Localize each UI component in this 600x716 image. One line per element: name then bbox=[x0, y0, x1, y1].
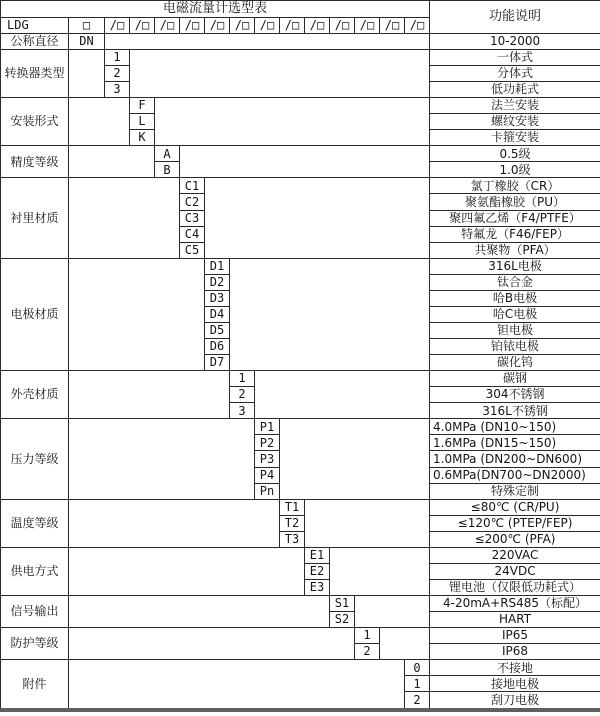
function-desc-cell: 聚四氟乙烯（F4/PTFE） bbox=[430, 210, 600, 226]
function-desc-cell: 316L电极 bbox=[430, 258, 600, 274]
category-label: 转换器类型 bbox=[1, 49, 69, 97]
code-cell: F bbox=[130, 98, 155, 114]
category-label: 信号输出 bbox=[1, 596, 69, 628]
function-desc-cell: 0.6MPa(DN700~DN2000) bbox=[430, 467, 600, 483]
code-cell: C2 bbox=[180, 194, 205, 210]
function-desc-cell: 共聚物（PFA） bbox=[430, 242, 600, 258]
code-cell: C5 bbox=[180, 242, 205, 258]
empty-region bbox=[180, 146, 430, 178]
category-label: 外壳材质 bbox=[1, 371, 69, 419]
model-code-prefix: LDG bbox=[1, 17, 69, 33]
code-cell: D3 bbox=[205, 290, 230, 306]
code-cell: 2 bbox=[105, 65, 130, 81]
model-slot-box: /□ bbox=[155, 17, 180, 33]
empty-region bbox=[105, 33, 430, 49]
empty-region bbox=[69, 49, 105, 97]
empty-region bbox=[255, 371, 430, 419]
model-slot-box: /□ bbox=[330, 17, 355, 33]
code-cell: T3 bbox=[280, 531, 305, 547]
function-desc-cell: 10-2000 bbox=[430, 33, 600, 49]
empty-region bbox=[69, 419, 255, 499]
model-slot-box: /□ bbox=[230, 17, 255, 33]
code-cell: C4 bbox=[180, 226, 205, 242]
function-desc-cell: 氯丁橡胶（CR） bbox=[430, 178, 600, 194]
category-label: 防护等级 bbox=[1, 628, 69, 660]
code-cell: C3 bbox=[180, 210, 205, 226]
function-desc-cell: 4-20mA+RS485（标配） bbox=[430, 596, 600, 612]
category-label: 精度等级 bbox=[1, 146, 69, 178]
function-desc-cell: IP68 bbox=[430, 644, 600, 660]
empty-region bbox=[330, 547, 430, 595]
empty-region bbox=[205, 178, 430, 258]
model-slot-box: /□ bbox=[380, 17, 405, 33]
code-cell: 1 bbox=[355, 628, 380, 644]
code-cell: 1 bbox=[230, 371, 255, 387]
empty-region bbox=[130, 49, 430, 97]
empty-region bbox=[69, 547, 305, 595]
function-desc-cell: 1.0级 bbox=[430, 162, 600, 178]
function-desc-cell: 1.0MPa (DN200~DN600) bbox=[430, 451, 600, 467]
empty-region bbox=[69, 660, 405, 710]
category-label: 衬里材质 bbox=[1, 178, 69, 258]
code-cell: E1 bbox=[305, 547, 330, 563]
function-desc-cell: IP65 bbox=[430, 628, 600, 644]
code-cell: Pn bbox=[255, 483, 280, 499]
function-desc-cell: ≤200℃ (PFA) bbox=[430, 531, 600, 547]
function-desc-cell: 特殊定制 bbox=[430, 483, 600, 499]
code-cell: 2 bbox=[405, 692, 430, 710]
code-cell: C1 bbox=[180, 178, 205, 194]
function-desc-cell: ≤80℃ (CR/PU) bbox=[430, 499, 600, 515]
category-label: 供电方式 bbox=[1, 547, 69, 595]
function-desc-cell: 锂电池（仅限低功耗式） bbox=[430, 579, 600, 595]
empty-region bbox=[69, 178, 180, 258]
code-cell: 1 bbox=[405, 676, 430, 692]
empty-region bbox=[155, 98, 430, 146]
empty-region bbox=[230, 258, 430, 370]
code-cell: 2 bbox=[230, 387, 255, 403]
empty-region bbox=[380, 628, 430, 660]
code-cell: A bbox=[155, 146, 180, 162]
empty-region bbox=[305, 499, 430, 547]
model-slot-box: /□ bbox=[130, 17, 155, 33]
code-cell: 0 bbox=[405, 660, 430, 676]
function-desc-cell: 铂铱电极 bbox=[430, 339, 600, 355]
model-slot-box: /□ bbox=[305, 17, 330, 33]
function-desc-cell: 聚氨酯橡胶（PU） bbox=[430, 194, 600, 210]
function-desc-cell: 0.5级 bbox=[430, 146, 600, 162]
function-desc-cell: 不接地 bbox=[430, 660, 600, 676]
model-slot-box: /□ bbox=[280, 17, 305, 33]
function-desc-cell: 哈B电极 bbox=[430, 290, 600, 306]
code-cell: S1 bbox=[330, 596, 355, 612]
model-slot-box: /□ bbox=[105, 17, 130, 33]
code-cell: E2 bbox=[305, 563, 330, 579]
empty-region bbox=[69, 98, 130, 146]
table-title: 电磁流量计选型表 bbox=[1, 1, 430, 18]
function-desc-cell: 接地电极 bbox=[430, 676, 600, 692]
function-desc-cell: 钽电极 bbox=[430, 322, 600, 338]
empty-region bbox=[69, 258, 205, 370]
function-desc-cell: 316L不锈钢 bbox=[430, 403, 600, 419]
empty-region bbox=[69, 499, 280, 547]
code-cell: D2 bbox=[205, 274, 230, 290]
function-desc-cell: 刮刀电极 bbox=[430, 692, 600, 710]
model-first-box: □ bbox=[69, 17, 105, 33]
category-label: 附件 bbox=[1, 660, 69, 710]
function-desc-cell: 220VAC bbox=[430, 547, 600, 563]
code-cell: 2 bbox=[355, 644, 380, 660]
code-cell: 1 bbox=[105, 49, 130, 65]
category-label: 温度等级 bbox=[1, 499, 69, 547]
function-desc-cell: 4.0MPa (DN10~150) bbox=[430, 419, 600, 435]
category-label: 电极材质 bbox=[1, 258, 69, 370]
code-cell: P4 bbox=[255, 467, 280, 483]
code-cell: D6 bbox=[205, 339, 230, 355]
code-cell: 3 bbox=[105, 82, 130, 98]
function-desc-cell: 分体式 bbox=[430, 65, 600, 81]
function-desc-cell: 304不锈钢 bbox=[430, 387, 600, 403]
code-cell: P3 bbox=[255, 451, 280, 467]
code-cell: P2 bbox=[255, 435, 280, 451]
code-cell: 3 bbox=[230, 403, 255, 419]
code-cell: S2 bbox=[330, 612, 355, 628]
code-cell: T2 bbox=[280, 515, 305, 531]
function-desc-cell: 特氟龙（F46/FEP） bbox=[430, 226, 600, 242]
model-slot-box: /□ bbox=[205, 17, 230, 33]
function-desc-cell: 哈C电极 bbox=[430, 306, 600, 322]
empty-region bbox=[355, 596, 430, 628]
code-cell: D5 bbox=[205, 322, 230, 338]
function-desc-cell: 螺纹安装 bbox=[430, 114, 600, 130]
empty-region bbox=[280, 419, 430, 499]
function-desc-cell: 1.6MPa (DN15~150) bbox=[430, 435, 600, 451]
empty-region bbox=[69, 146, 155, 178]
function-desc-cell: 24VDC bbox=[430, 563, 600, 579]
model-slot-box: /□ bbox=[255, 17, 280, 33]
code-cell: DN bbox=[69, 33, 105, 49]
code-cell: B bbox=[155, 162, 180, 178]
function-desc-cell: 低功耗式 bbox=[430, 82, 600, 98]
code-cell: K bbox=[130, 130, 155, 146]
empty-region bbox=[69, 596, 330, 628]
function-desc-cell: 碳钢 bbox=[430, 371, 600, 387]
function-desc-cell: 钛合金 bbox=[430, 274, 600, 290]
function-desc-cell: HART bbox=[430, 612, 600, 628]
code-cell: P1 bbox=[255, 419, 280, 435]
function-desc-cell: 一体式 bbox=[430, 49, 600, 65]
code-cell: L bbox=[130, 114, 155, 130]
model-slot-box: /□ bbox=[355, 17, 380, 33]
code-cell: D4 bbox=[205, 306, 230, 322]
category-label: 压力等级 bbox=[1, 419, 69, 499]
function-desc-cell: 碳化钨 bbox=[430, 355, 600, 371]
code-cell: E3 bbox=[305, 579, 330, 595]
model-slot-box: /□ bbox=[405, 17, 430, 33]
code-cell: T1 bbox=[280, 499, 305, 515]
empty-region bbox=[69, 371, 230, 419]
category-label: 安装形式 bbox=[1, 98, 69, 146]
function-desc-cell: 法兰安装 bbox=[430, 98, 600, 114]
function-desc-cell: ≤120℃ (PTEP/FEP) bbox=[430, 515, 600, 531]
function-desc-cell: 卡箍安装 bbox=[430, 130, 600, 146]
code-cell: D1 bbox=[205, 258, 230, 274]
code-cell: D7 bbox=[205, 355, 230, 371]
model-slot-box: /□ bbox=[180, 17, 205, 33]
empty-region bbox=[69, 628, 355, 660]
category-label: 公称直径 bbox=[1, 33, 69, 49]
function-column-header: 功能说明 bbox=[430, 1, 600, 34]
